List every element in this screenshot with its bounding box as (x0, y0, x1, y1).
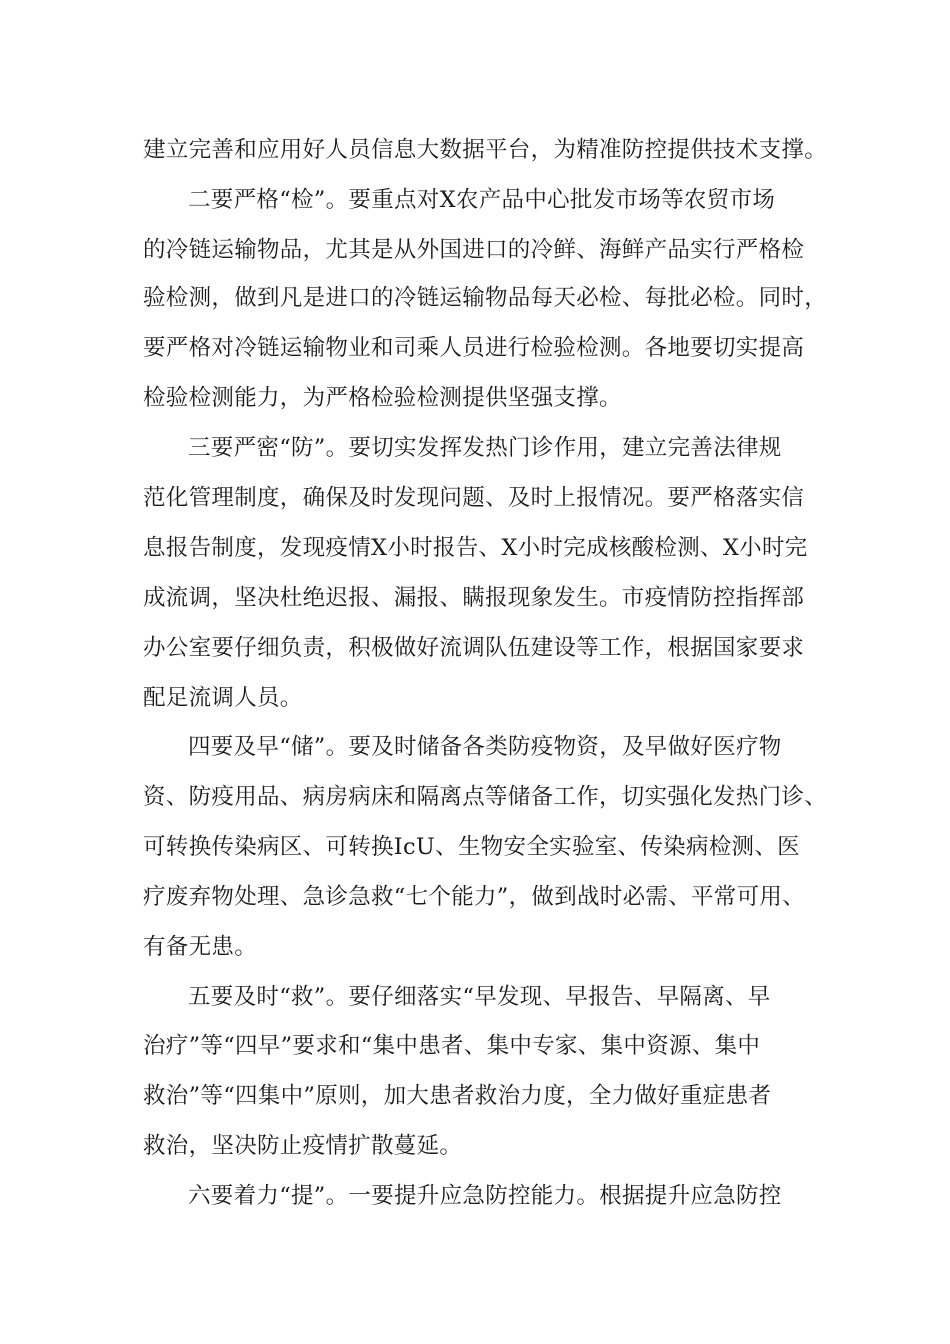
text-line: 配足流调人员。 (143, 685, 303, 711)
paragraph-heading-line: 六要着力“提”。一要提升应急防控能力。根据提升应急防控 (188, 1183, 782, 1209)
text-line: 要严格对冷链运输物业和司乘人员进行检验检测。各地要切实提高 (143, 335, 805, 361)
text-line: 可转换传染病区、可转换IcU、生物安全实验室、传染病检测、医 (143, 834, 800, 860)
text-line: 的冷链运输物品，尤其是从外国进口的冷鲜、海鲜产品实行严格检 (143, 237, 805, 263)
text-line: 疗废弃物处理、急诊急救“七个能力”，做到战时必需、平常可用、 (143, 884, 806, 910)
text-line: 治疗”等“四早”要求和“集中患者、集中专家、集中资源、集中 (143, 1033, 761, 1059)
paragraph-heading-line: 五要及时“救”。要仔细落实“早发现、早报告、早隔离、早 (188, 984, 771, 1010)
text-line: 救治”等“四集中”原则，加大患者救治力度，全力做好重症患者 (143, 1083, 772, 1109)
text-line: 范化管理制度，确保及时发现问题、及时上报情况。要严格落实信 (143, 485, 805, 511)
paragraph-heading-line: 四要及早“储”。要及时储备各类防疫物资，及早做好医疗物 (188, 734, 782, 760)
text-line: 息报告制度，发现疫情X小时报告、X小时完成核酸检测、X小时完 (143, 535, 808, 561)
text-line: 验检测，做到凡是进口的冷链运输物品每天必检、每批必检。同时， (143, 285, 828, 311)
paragraph-heading-line: 三要严密“防”。要切实发挥发热门诊作用，建立完善法律规 (188, 435, 782, 461)
text-line: 建立完善和应用好人员信息大数据平台，为精准防控提供技术支撑。 (143, 137, 828, 163)
text-line: 检验检测能力，为严格检验检测提供坚强支撑。 (143, 385, 622, 411)
text-line: 办公室要仔细负责，积极做好流调队伍建设等工作，根据国家要求 (143, 635, 805, 661)
text-line: 有备无患。 (143, 934, 258, 960)
text-line: 成流调，坚决杜绝迟报、漏报、瞒报现象发生。市疫情防控指挥部 (143, 585, 805, 611)
text-line: 救治，坚决防止疫情扩散蔓延。 (143, 1133, 463, 1159)
text-line: 资、防疫用品、病房病床和隔离点等储备工作，切实强化发热门诊、 (143, 784, 828, 810)
paragraph-heading-line: 二要严格“检”。要重点对X农产品中心批发市场等农贸市场 (188, 187, 776, 213)
